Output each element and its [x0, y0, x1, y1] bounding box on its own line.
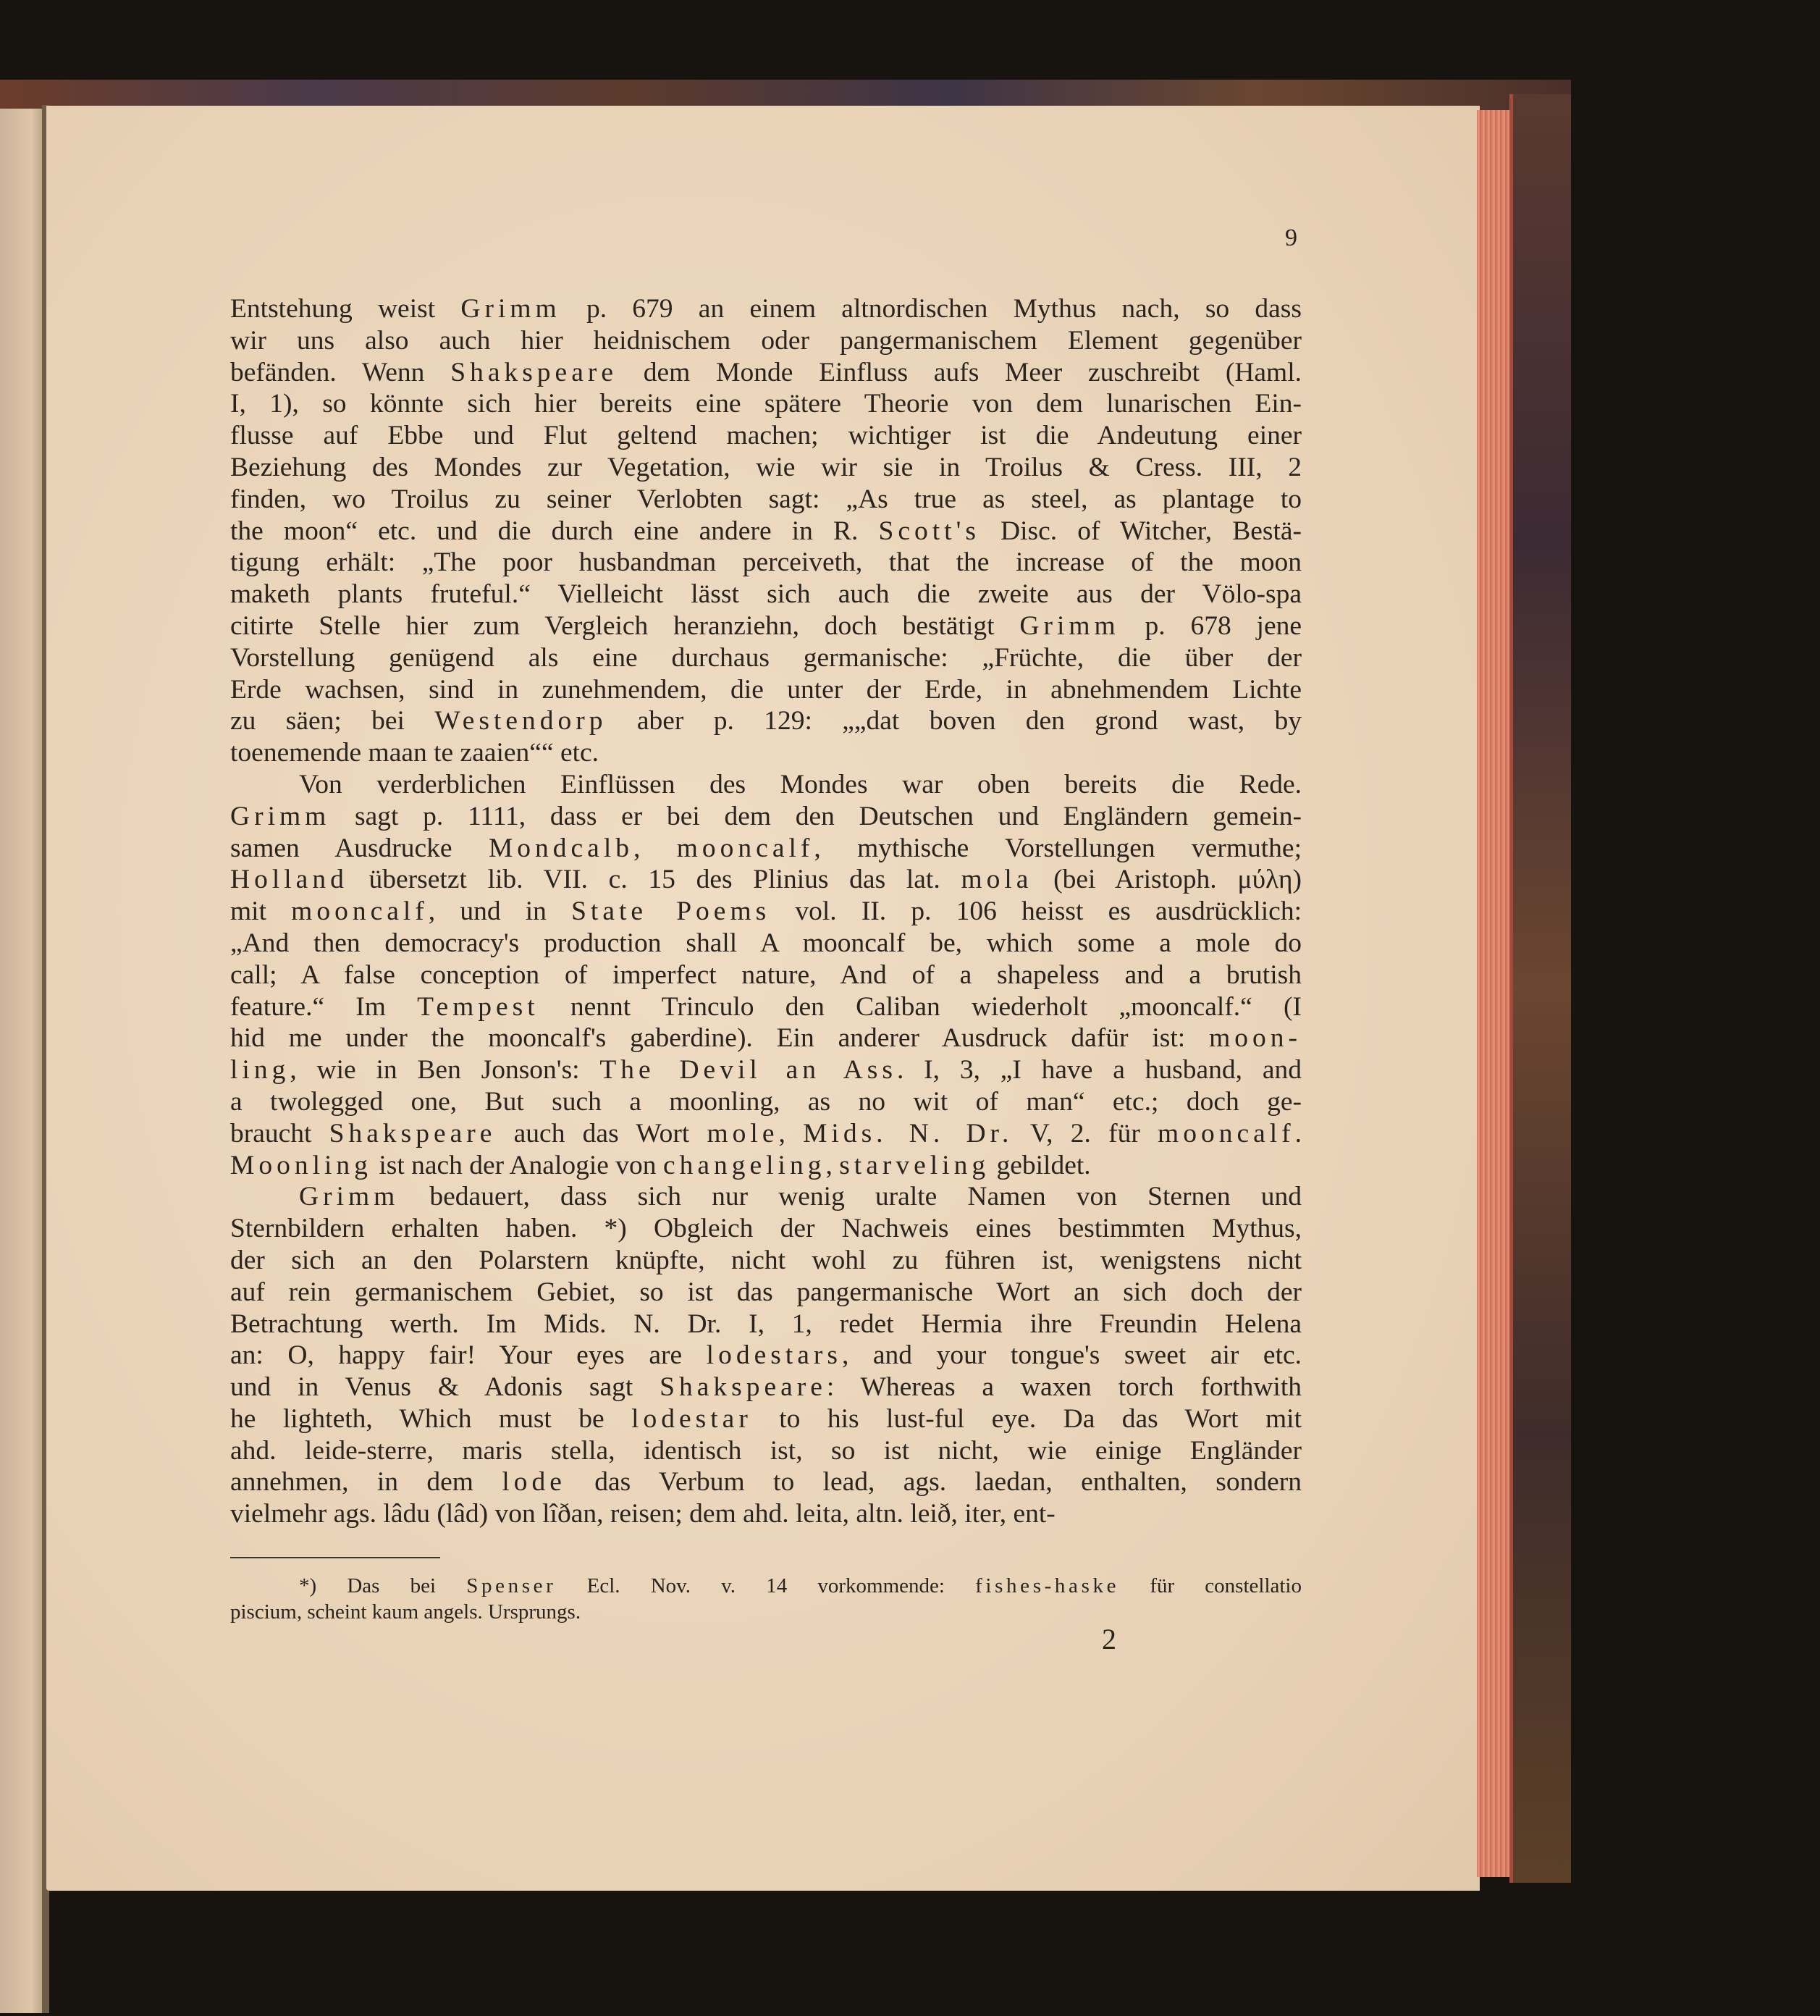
- page-number: 9: [1285, 224, 1297, 251]
- text-run: nennt Trinculo den Caliban wiederholt „mooncalf.“ (I: [539, 991, 1302, 1022]
- text-run: V, 2. für: [1013, 1118, 1158, 1148]
- text-run: dem Monde Einfluss aufs Meer zuschreibt (Haml.: [617, 357, 1302, 387]
- marbled-cover-right: [1513, 94, 1571, 1883]
- text-run: für constellatio: [1119, 1574, 1302, 1597]
- text-run: *) Das bei: [299, 1574, 467, 1597]
- spaced-emphasis: Shakspeare: [450, 357, 618, 387]
- body-line: [230, 896, 1302, 928]
- spaced-emphasis: Holland: [230, 865, 348, 895]
- body-line: [230, 484, 1302, 516]
- footnote-line: [230, 1599, 1302, 1625]
- text-run: call; A false conception of imperfect nature, And of a shapeless and a brutish: [230, 959, 1302, 990]
- body-line: [230, 864, 1302, 896]
- body-line: [230, 420, 1302, 452]
- spaced-emphasis: The Devil an Ass: [599, 1055, 897, 1085]
- spaced-emphasis: Shakspeare: [660, 1372, 827, 1403]
- text-run: auf rein germanischem Gebiet, so ist das pangermanische Wort an sich doch der: [230, 1277, 1302, 1307]
- body-line: [230, 516, 1302, 547]
- spaced-emphasis: mooncalf: [291, 896, 429, 927]
- text-run: p. 678 jene: [1119, 610, 1302, 641]
- body-line: [230, 388, 1302, 420]
- text-run: zu säen; bei: [230, 706, 435, 736]
- body-line: [230, 959, 1302, 991]
- text-run: sagt p. 1111, dass er bei dem den Deutschen und Engländern gemein-: [330, 801, 1302, 831]
- text-run: tigung erhält: „The poor husbandman perceiveth, that the increase of the moon: [230, 547, 1302, 578]
- body-line: [230, 705, 1302, 737]
- body-line: [230, 991, 1302, 1023]
- spaced-emphasis: Grimm: [1019, 610, 1120, 641]
- text-run: braucht: [230, 1118, 329, 1148]
- body-line: [230, 1213, 1302, 1245]
- body-line: [230, 833, 1302, 865]
- body-line: [230, 452, 1302, 484]
- body-line: [230, 610, 1302, 642]
- spaced-emphasis: mooncalf: [676, 833, 814, 863]
- body-line: [230, 357, 1302, 389]
- body-line: [230, 737, 1302, 769]
- text-run: hid me under the mooncalf's gaberdine). Ein anderer Ausdruck dafür ist:: [230, 1023, 1210, 1054]
- text-run: Vorstellung genügend als eine durchaus germanische: „Früchte, die über der: [230, 642, 1302, 673]
- body-line: [230, 642, 1302, 674]
- text-run: Sternbildern erhalten haben. *) Obgleich der Nachweis eines bestimmten Mythus,: [230, 1214, 1302, 1244]
- spaced-emphasis: Grimm: [230, 801, 331, 831]
- text-run: aber p. 129: „„dat boven den grond wast, by: [607, 706, 1302, 736]
- body-line: [230, 293, 1302, 325]
- text-run: flusse auf Ebbe und Flut geltend machen; wichtiger ist die Andeutung einer: [230, 421, 1302, 451]
- body-line: [230, 1277, 1302, 1309]
- text-run: ,: [633, 833, 677, 863]
- text-run: piscium, scheint kaum angels. Ursprungs.: [230, 1600, 581, 1624]
- text-run: feature.“ Im: [230, 991, 418, 1022]
- spaced-emphasis: Grimm: [460, 294, 561, 324]
- spaced-emphasis: ling: [230, 1055, 290, 1085]
- text-run: the moon“ etc. und die durch eine andere in R.: [230, 516, 879, 546]
- spaced-emphasis: Spenser: [466, 1574, 557, 1597]
- body-line: [230, 1403, 1302, 1435]
- body-line: [230, 1309, 1302, 1340]
- text-run: Entstehung weist: [230, 294, 461, 324]
- body-line: [230, 1054, 1302, 1086]
- body-line: [230, 1181, 1302, 1213]
- text-run: samen Ausdrucke: [230, 833, 489, 863]
- body-line: [230, 325, 1302, 357]
- text-run: übersetzt lib. VII. c. 15 des Plinius das lat.: [347, 865, 961, 895]
- spaced-emphasis: changeling: [662, 1150, 826, 1180]
- spaced-emphasis: mola: [961, 865, 1033, 895]
- footnote: [230, 1573, 1302, 1625]
- body-line: [230, 1150, 1302, 1182]
- body-line: [230, 801, 1302, 833]
- spaced-emphasis: State Poems: [571, 896, 771, 927]
- text-run: Erde wachsen, sind in zunehmendem, die unter der Erde, in abnehmendem Lichte: [230, 674, 1302, 705]
- text-run: , und in: [428, 896, 572, 927]
- text-run: citirte Stelle hier zum Vergleich heranziehn, doch bestätigt: [230, 610, 1020, 641]
- text-run: ist nach der Analogie von: [371, 1150, 663, 1180]
- text-run: : Whereas a waxen torch forthwith: [826, 1372, 1302, 1403]
- text-run: und in Venus & Adonis sagt: [230, 1372, 660, 1403]
- text-run: he lighteth, Which must be: [230, 1403, 632, 1434]
- text-run: auch das Wort: [496, 1118, 707, 1148]
- text-run: an: O, happy fair! Your eyes are: [230, 1340, 707, 1371]
- body-line: [230, 547, 1302, 579]
- body-line: [230, 1245, 1302, 1277]
- body-line: [230, 1086, 1302, 1118]
- body-text: [230, 293, 1302, 1530]
- text-run: bedauert, dass sich nur wenig uralte Namen von Sternen und: [399, 1182, 1302, 1212]
- text-run: Beziehung des Mondes zur Vegetation, wie wir sie in Troilus & Cress. III, 2: [230, 452, 1302, 482]
- spaced-emphasis: Mondcalb: [488, 833, 633, 863]
- spaced-emphasis: lodestar: [631, 1403, 752, 1434]
- body-line: [230, 674, 1302, 706]
- text-run: Betrachtung werth. Im Mids. N. Dr. I, 1, redet Hermia ihre Freundin Helena: [230, 1309, 1302, 1339]
- text-run: ,: [778, 1118, 804, 1148]
- spaced-emphasis: Tempest: [417, 991, 539, 1022]
- text-run: wir uns also auch hier heidnischem oder pangermanischem Element gegenüber: [230, 325, 1302, 356]
- facing-page-edge: [0, 109, 45, 2013]
- body-line: [230, 1340, 1302, 1372]
- spaced-emphasis: lode: [502, 1467, 566, 1498]
- spaced-emphasis: Shakspeare: [329, 1118, 497, 1148]
- spaced-emphasis: moon-: [1209, 1023, 1302, 1054]
- text-run: ahd. leide-sterre, maris stella, identisch ist, so ist nicht, wie einige Engländer: [230, 1435, 1302, 1466]
- text-run: I, 1), so könnte sich hier bereits eine spätere Theorie von dem lunarischen Ein-: [230, 389, 1302, 419]
- text-run: befänden. Wenn: [230, 357, 451, 387]
- spaced-emphasis: Mids. N. Dr.: [803, 1118, 1014, 1148]
- text-run: „And then democracy's production shall A mooncalf be, which some a mole do: [230, 928, 1302, 958]
- text-run: mit: [230, 896, 292, 927]
- spaced-emphasis: starveling: [839, 1150, 990, 1180]
- spaced-emphasis: fishes-haske: [975, 1574, 1120, 1597]
- text-run: ,: [825, 1150, 840, 1180]
- signature-mark: 2: [1102, 1623, 1116, 1655]
- text-run: .: [1294, 1118, 1302, 1148]
- text-run: annehmen, in dem: [230, 1467, 502, 1498]
- text-run: (bei Aristoph. μύλη): [1032, 865, 1302, 895]
- spaced-emphasis: Grimm: [299, 1182, 400, 1212]
- text-run: to his lust-ful eye. Da das Wort mit: [751, 1403, 1302, 1434]
- footnote-rule: [230, 1557, 440, 1558]
- text-run: das Verbum to lead, ags. laedan, enthalten, sondern: [565, 1467, 1302, 1498]
- text-run: vol. II. p. 106 heisst es ausdrücklich:: [770, 896, 1302, 927]
- spaced-emphasis: mole: [707, 1118, 779, 1148]
- text-run: , and your tongue's sweet air etc.: [841, 1340, 1302, 1371]
- text-run: Disc. of Witcher, Bestä-: [979, 516, 1302, 546]
- body-line: [230, 1118, 1302, 1150]
- body-line: [230, 1372, 1302, 1403]
- spaced-emphasis: Westendorp: [434, 706, 607, 736]
- text-run: maketh plants fruteful.“ Vielleicht lässt sich auch die zweite aus der Völo-spa: [230, 579, 1302, 610]
- text-run: finden, wo Troilus zu seiner Verlobten sagt: „As true as steel, as plantage to: [230, 484, 1302, 514]
- footnote-line: [230, 1573, 1302, 1599]
- text-run: , wie in Ben Jonson's:: [290, 1055, 600, 1085]
- spaced-emphasis: Moonling: [230, 1150, 372, 1180]
- text-run: vielmehr ags. lâdu (lâd) von lîðan, reisen; dem ahd. leita, altn. leið, iter, ent-: [230, 1499, 1056, 1529]
- body-line: [230, 1022, 1302, 1054]
- text-run: p. 679 an einem altnordischen Mythus nach, so dass: [560, 294, 1302, 324]
- spaced-emphasis: Scott's: [878, 516, 980, 546]
- spaced-emphasis: mooncalf: [1158, 1118, 1295, 1148]
- body-line: [230, 1435, 1302, 1467]
- body-line: [230, 579, 1302, 610]
- text-run: a twolegged one, But such a moonling, as no wit of man“ etc.; doch ge-: [230, 1086, 1302, 1117]
- body-line: [230, 928, 1302, 959]
- text-run: Von verderblichen Einflüssen des Mondes war oben bereits die Rede.: [299, 769, 1302, 799]
- text-run: . I, 3, „I have a husband, and: [896, 1055, 1302, 1085]
- text-run: toenemende maan te zaaien““ etc.: [230, 738, 599, 768]
- text-run: , mythische Vorstellungen vermuthe;: [814, 833, 1302, 863]
- body-line: [230, 1466, 1302, 1498]
- body-line: [230, 769, 1302, 801]
- spaced-emphasis: lodestars: [706, 1340, 842, 1371]
- body-line: [230, 1498, 1302, 1530]
- text-run: gebildet.: [990, 1150, 1091, 1180]
- text-run: der sich an den Polarstern knüpfte, nicht wohl zu führen ist, wenigstens nicht: [230, 1245, 1302, 1275]
- text-run: Ecl. Nov. v. 14 vorkommende:: [556, 1574, 976, 1597]
